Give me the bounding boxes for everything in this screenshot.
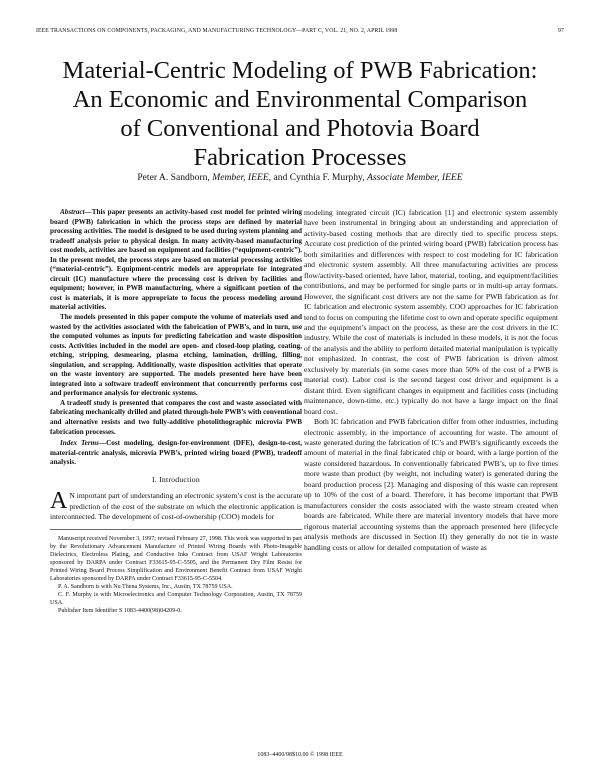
running-head [36,28,564,34]
footnote-manuscript: Manuscript received November 3, 1997; revised February 27, 1998. This work was supported in part by the Revolutionary Advancement Manufacture of Printed Wiring Boards with Photo-Imagable Dielectrics, Electroless Plating, and Conductive Inks Contract from USAF Wright Laboratories sponsored by DARPA under Contract F33615-95-C-5505, and the Permanent Dry Film Resist for Printed Wiring Board Process Simplification and Environment Benefit Contract from USAF Wright Laboratories sponsored by DARPA under Contract F33615-95-C-5504. [50,535,302,583]
journal-header: IEEE TRANSACTIONS ON COMPONENTS, PACKAGING, AND MANUFACTURING TECHNOLOGY—PART C, VOL. 21, NO. 2, APRIL 1998 [36,28,398,34]
abstract-para-2: The models presented in this paper compute the volume of materials used and wasted by the activities associated with the fabrication of PWB’s, and in turn, use the computed volumes as inputs for predicting fabrication and waste disposition costs. Activities included in the model are open- and closed-loop plating, coating, etching, stripping, desmearing, plasma etching, lamination, drilling, filling, singulation, and scrapping. Additionally, waste disposition activities that operate on the waste inventory are supported. The models presented here have been integrated into a software tradeoff environment that concurrently performs cost and performance analysis for electronic systems. [50,313,302,398]
body-para-1: modeling integrated circuit (IC) fabrication [1] and electronic system assembly have been instrumental in bringing about an understanding and appreciation of activity-based costing methods that are directly tied to specific process steps. Accurate cost prediction of the printed wiring board (PWB) fabrication process has both similarities and differences with respect to cost modeling for IC fabrication and electronic system assembly. All three manufacturing activities are process flow/activity-based oriented, have labor, material, tooling, and equipment/facilities contributions, and may be performed for single parts or in multi-up array formats. However, the significant cost drivers are not the same for PWB fabrication as for IC fabrication and electronic system assembly. COO approaches for IC fabrication tend to focus on computing the lifetime cost to own and operate specific equipment and the equipment’s impact on the process, as these are the cost drivers in the IC industry. While the cost of materials is included in these models, it is not the focus of the analysis and the ability to perform detailed material manipulation is typically not emphasized. In contrast, the cost of PWB fabrication is driven almost exclusively by materials (in some cases more than 50% of the cost of a PWB is material cost). Labor cost is the second largest cost driver and equipment is a distant third. Even significant changes in equipment and facilities costs (including maintenance, down-time, etc.) typically do not have a large impact on the final board cost. [304,208,558,416]
page-number: 97 [558,28,564,34]
body-para-2: Both IC fabrication and PWB fabrication differ from other industries, including electronic assembly, in the importance of accounting for waste. The amount of waste generated during the fabrication of IC’s and PWB’s significantly exceeds the amount of material in the final fabricated chip or board, with a large portion of the waste considered hazardous. In conventionally fabricated PWB’s, up to five times more waste than product (by weight, not including water) is generated during the board production process [2]. Managing and disposing of this waste can represent up to 10% of the cost of a board. Therefore, it has become important that PWB manufacturers consider the costs associated with the waste stream created when boards are fabricated. While there are material inventory models that have more rigorous material accounting systems than the approach presented here (lifecycle analysis methods are discussed in Section II) they generally do not tie in waste handling costs or allow for detailed computation of waste as [304,417,558,552]
intro-text: N important part of understanding an electronic system’s cost is the accurate prediction of the cost of the substrate on which the electronic application is interconnected. The development of cost-of-ownership (COO) models for [50,491,302,522]
drop-cap: A [50,488,68,515]
title-line-1: Material-Centric Modeling of PWB Fabrication: [62,57,538,84]
intro-paragraph [50,488,302,522]
right-column [304,208,558,553]
footnotes [50,529,302,616]
abstract-lead-in: Abstract— [60,208,92,216]
author-and: and [273,172,288,183]
copyright-line: 1083–4400/98$10.00 © 1998 IEEE [257,752,343,758]
author-2-title: Associate Member, IEEE [367,172,463,183]
abstract-text-1: This paper presents an activity-based cost model for printed wiring board (PWB) fabrication in which the process steps are defined by material processing activities. The model is designed to be used during system planning and tradeoff analysis prior to physical design. In many activity-based manufacturing cost models, activities are based on equipment and facilities (“equipment-centric”). In the present model, the process steps are based on material processing activities (“material-centric”). Equipment-centric models are appropriate for integrated circuit (IC) manufacture where the processing cost is driven by facilities and equipment; however, in PWB manufacturing, where a significant portion of the cost is materials, it is more appropriate to focus the process modeling around material activities. [50,208,302,312]
author-line [30,172,570,183]
author-1: Peter A. Sandborn, [137,172,210,183]
index-terms [50,439,302,468]
abstract-para-3: A tradeoff study is presented that compares the cost and waste associated with fabricating mechanically drilled and plated through-hole PWB’s with conventional and alternative resists and two fully-additive photolithographic microvia PWB fabrication processes. [50,398,302,436]
paper-title [30,56,570,172]
footnote-author-2: C. F. Murphy is with Microelectronics and Computer Technology Corporation, Austin, TX 78759 USA. [50,592,302,607]
title-line-4: Fabrication Processes [193,144,407,171]
index-terms-lead-in: Index Terms [60,439,99,448]
author-1-title: Member, IEEE, [212,172,272,183]
abstract [50,208,302,468]
title-line-3: of Conventional and Photovia Board [120,115,480,142]
section-heading: I. Introduction [151,474,201,484]
title-line-2: An Economic and Environmental Comparison [72,86,528,113]
abstract-para-1 [50,208,302,313]
author-2: Cynthia F. Murphy, [289,172,365,183]
index-terms-text: —Cost modeling, design-for-environment (DFE), design-to-cost, material-centric analysis, microvia PWB’s, printed wiring board (PWB), tradeoff analysis. [50,439,302,467]
footnote-author-1: P. A. Sandborn is with Nu Thena Systems, Inc., Austin, TX 78759 USA. [58,584,233,591]
left-column [50,208,302,616]
footnote-publisher-id: Publisher Item Identifier S 1083-4400(98)04209-0. [58,608,182,615]
